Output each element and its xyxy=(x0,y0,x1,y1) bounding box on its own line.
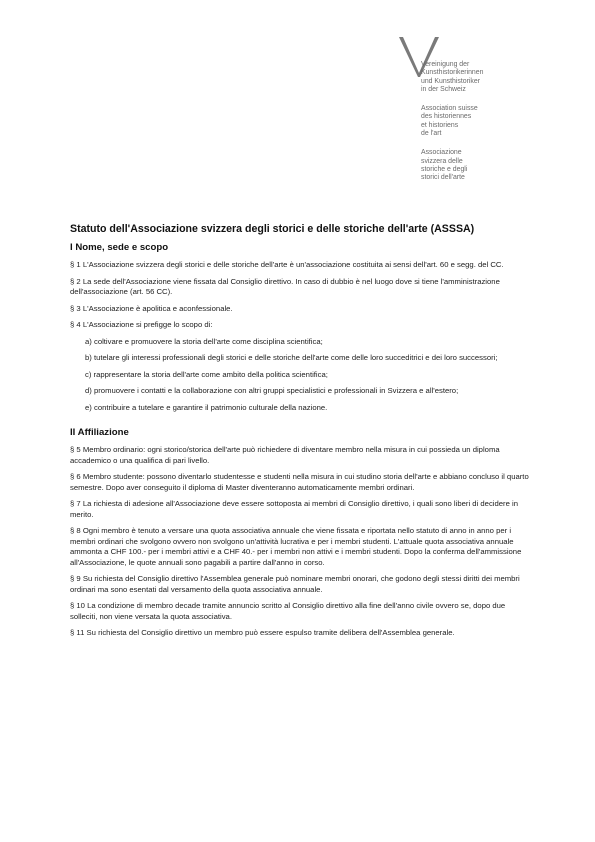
logo-text-french: Association suisse des historiennes et historiens de l'art xyxy=(421,105,478,138)
list-item: c) rappresentare la storia dell'arte come ambito della politica scientifica; xyxy=(85,369,328,379)
paragraph-7: § 7 La richiesta di adesione all'Associazione deve essere sottoposta ai membri di Consiglio direttivo, i quali sono liberi di decidere in merito. xyxy=(70,499,519,519)
purpose-list xyxy=(70,337,530,414)
paragraph-6: § 6 Membro studente: possono diventarlo studentesse e studenti nella misura in cui studino storia dell'arte e abbiano concluso il quarto semestre. Dopo aver conseguito il diploma di Master diventeranno automaticamente membri ordinari. xyxy=(70,472,529,492)
paragraph-9: § 9 Su richiesta del Consiglio direttivo l'Assemblea generale può nominare membri onorari, che godono degli stessi diritti dei membri ordinari ma sono esentati dal versamento della quota associativa annuale. xyxy=(70,574,520,594)
list-item: a) coltivare e promuovere la storia dell'arte come disciplina scientifica; xyxy=(85,336,323,346)
paragraph-1: § 1 L'Associazione svizzera degli storici e delle storiche dell'arte è un'associazione costituita ai sensi dell'art. 60 e segg. del CC. xyxy=(70,260,504,269)
list-item: b) tutelare gli interessi professionali degli storici e delle storiche dell'arte come delle loro succeditrici e dei loro successori; xyxy=(85,353,498,362)
paragraph-3: § 3 L'Associazione è apolitica e aconfessionale. xyxy=(70,303,233,313)
list-item: e) contribuire a tutelare e garantire il patrimonio culturale della nazione. xyxy=(85,402,328,412)
paragraph-10: § 10 La condizione di membro decade tramite annuncio scritto al Consiglio direttivo alla fine dell'anno civile ovvero se, dopo due solleciti, non viene versata la quota associativa. xyxy=(70,601,506,621)
paragraph-2: § 2 La sede dell'Associazione viene fissata dal Consiglio direttivo. In caso di dubbio è nel luogo dove si tiene l'amministrazione dell'associazione (art. 56 CC). xyxy=(70,276,500,296)
logo-text-italian: Associazione svizzera delle storiche e degli storici dell'arte xyxy=(421,149,468,182)
paragraph-8: § 8 Ogni membro è tenuto a versare una quota associativa annuale che viene fissata e riportata nello statuto di anno in anno per i membri ordinari che svolgono ovvero non svolgono un'attività lucrativa e per i membri studenti. L'attuale quota associativa annuale ammonta a CHF 100.- per i membri attivi e a CHF 40.- per i membri non attivi e i membri studenti. Dopo la conferma dell'ammissione all'Associazione, le quote annuali sono pagabili a partire dall'anno in corso. xyxy=(70,526,522,567)
document-title: Statuto dell'Associazione svizzera degli storici e delle storiche dell'arte (ASSSA) xyxy=(70,223,475,235)
paragraph-5: § 5 Membro ordinario: ogni storico/storica dell'arte può richiedere di diventare membro nella misura in cui possieda un diploma accademico o una qualifica di pari livello. xyxy=(70,445,500,465)
section-heading-nome: I Nome, sede e scopo xyxy=(70,242,169,253)
list-item: d) promuovere i contatti e la collaborazione con altri gruppi specialistici e professionali in Svizzera e all'estero; xyxy=(85,386,459,395)
logo-text-german: Vereinigung der Kunsthistorikerinnen und Kunsthistoriker in der Schweiz xyxy=(421,61,484,93)
paragraph-4: § 4 L'Associazione si prefigge lo scopo di: xyxy=(70,320,213,329)
document-body xyxy=(70,223,530,645)
section-heading-affiliazione: II Affiliazione xyxy=(70,427,129,438)
paragraph-11: § 11 Su richiesta del Consiglio direttivo un membro può essere espulso tramite delibera dell'Assemblea generale. xyxy=(70,628,455,637)
